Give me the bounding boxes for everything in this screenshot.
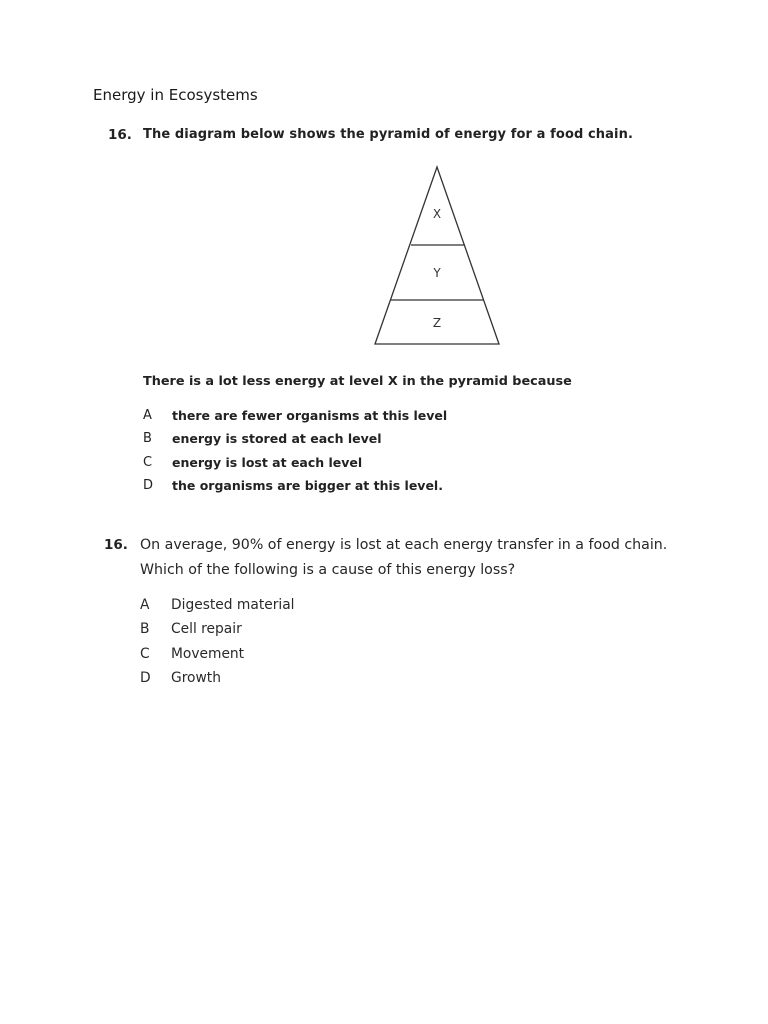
option-letter-c: C <box>140 646 150 662</box>
option-text-b: Cell repair <box>171 621 242 637</box>
question-number: 16. <box>104 537 128 553</box>
option-letter-c: C <box>143 455 153 470</box>
page-title: Energy in Ecosystems <box>93 86 258 104</box>
pyramid-level-x: X <box>432 207 442 221</box>
option-letter-a: A <box>143 408 152 423</box>
option-text-b: energy is stored at each level <box>172 431 382 446</box>
pyramid-level-y: Y <box>433 266 441 280</box>
question-stem: There is a lot less energy at level X in the pyramid because <box>143 374 572 389</box>
energy-pyramid-diagram <box>370 162 505 352</box>
question-text-line-1: On average, 90% of energy is lost at each energy transfer in a food chain. <box>140 537 668 553</box>
option-text-a: Digested material <box>171 597 295 613</box>
option-letter-b: B <box>140 621 150 637</box>
option-text-d: the organisms are bigger at this level. <box>172 478 443 493</box>
option-letter-a: A <box>140 597 150 613</box>
option-text-c: energy is lost at each level <box>172 455 363 470</box>
option-letter-d: D <box>140 670 151 686</box>
option-text-c: Movement <box>171 646 245 662</box>
pyramid-level-z: Z <box>432 316 442 330</box>
question-number: 16. <box>108 127 132 143</box>
option-text-a: there are fewer organisms at this level <box>172 408 448 423</box>
option-text-d: Growth <box>171 670 221 686</box>
question-text: The diagram below shows the pyramid of energy for a food chain. <box>143 127 633 142</box>
option-letter-b: B <box>143 431 152 446</box>
question-text-line-2: Which of the following is a cause of this energy loss? <box>140 562 516 578</box>
option-letter-d: D <box>143 478 154 493</box>
